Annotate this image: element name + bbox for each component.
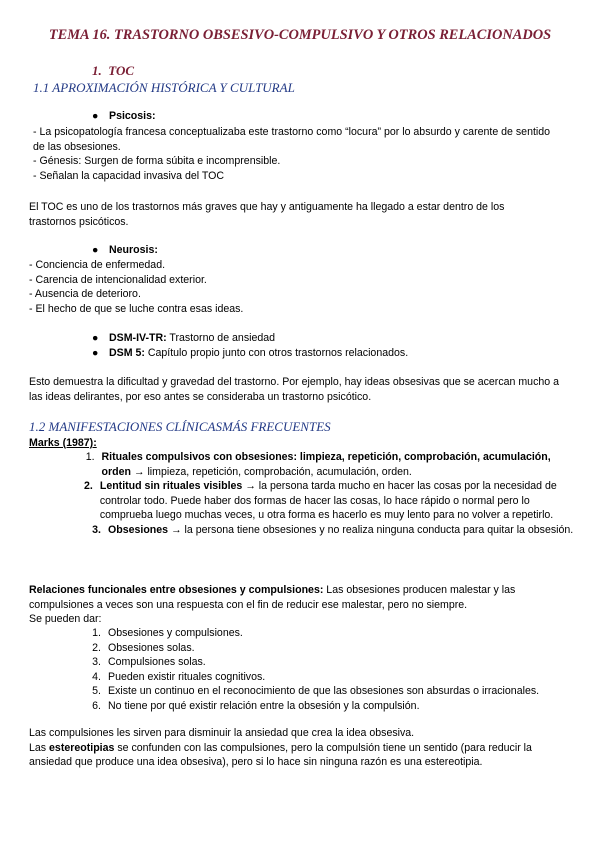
- item-number: 4.: [92, 670, 101, 683]
- item-number: 5.: [92, 685, 101, 698]
- list-item: [84, 523, 574, 538]
- list-item: [84, 641, 584, 656]
- item-bold: Rituales compulsivos con obsesiones: limpieza, repetición, comprobación, acumulación, orden: [101, 451, 551, 478]
- list-item: - Carencia de intencionalidad exterior.: [29, 273, 207, 286]
- neurosis-list: [29, 258, 549, 316]
- dsm-text: Capítulo propio junto con otros trastornos relacionados.: [144, 346, 409, 359]
- item-number: 2.: [84, 480, 93, 493]
- list-item: - El hecho de que se luche contra esas ideas.: [29, 302, 244, 315]
- relaciones-pueden: Se pueden dar:: [29, 613, 102, 626]
- dsm-text: Trastorno de ansiedad: [166, 332, 276, 344]
- dsm-label: DSM 5:: [109, 346, 145, 359]
- list-item: [84, 655, 584, 670]
- item-text: Compulsiones solas.: [108, 656, 206, 669]
- relaciones-text: Las obsesiones producen malestar y las compulsiones a veces son una respuesta con el fin de reducir ese malestar, pero no siempre.: [29, 584, 516, 611]
- subsection-heading-1-2: 1.2 MANIFESTACIONES CLÍNICASMÁS FRECUENTES: [29, 419, 331, 434]
- bullet-icon: ●: [92, 332, 99, 344]
- final-text-b: se confunden con las compulsiones, pero la compulsión tiene un sentido (para reducir la ansiedad que produce una idea obsesiva), pero si lo hace sin ninguna razón es una estereotipia.: [29, 741, 532, 769]
- item-number: 2.: [92, 641, 101, 654]
- item-text: Obsesiones y compulsiones.: [108, 627, 243, 639]
- bullet-icon: ●: [92, 346, 99, 359]
- item-number: 3.: [92, 656, 101, 669]
- psicosis-list: [33, 125, 553, 183]
- dsm-list: [92, 331, 572, 360]
- item-number: 3.: [92, 523, 101, 536]
- item-bold: Obsesiones: [108, 523, 169, 536]
- psicosis-label: Psicosis:: [109, 110, 156, 122]
- neurosis-label: Neurosis:: [109, 244, 158, 256]
- item-number: 6.: [92, 699, 101, 712]
- document-title: TEMA 16. TRASTORNO OBSESIVO-COMPULSIVO Y OTROS RELACIONADOS: [48, 27, 552, 43]
- list-item: [84, 479, 574, 523]
- bullet-icon: ●: [92, 244, 99, 256]
- subsection-heading-1-1: 1.1 APROXIMACIÓN HISTÓRICA Y CULTURAL: [33, 80, 295, 95]
- list-item: - Ausencia de deterioro.: [29, 288, 141, 301]
- list-item: [84, 626, 584, 641]
- paragraph-toc-grave: El TOC es uno de los trastornos más graves que hay y antiguamente ha llegado a estar dentro de los trastornos psicóticos.: [29, 201, 505, 228]
- dsm-label: DSM-IV-TR:: [109, 332, 167, 344]
- item-text: No tiene por qué existir relación entre la obsesión y la compulsión.: [108, 699, 420, 712]
- list-item: - Conciencia de enfermedad.: [29, 259, 166, 271]
- item-text: Existe un continuo en el reconocimiento de que las obsesiones son absurdas o irracionales.: [108, 685, 540, 698]
- final-paragraph: [29, 726, 574, 770]
- marks-heading: Marks (1987):: [29, 437, 97, 449]
- final-line-1: Las compulsiones les sirven para disminuir la ansiedad que crea la idea obsesiva.: [29, 727, 415, 739]
- item-text: → la persona tiene obsesiones y no realiza ninguna conducta para quitar la obsesión.: [168, 523, 574, 536]
- section-title: TOC: [108, 63, 135, 78]
- section-heading-toc: [92, 63, 134, 79]
- relaciones-label: Relaciones funcionales entre obsesiones y compulsiones:: [29, 584, 324, 596]
- item-number: 1.: [92, 627, 101, 639]
- opciones-list: [84, 626, 584, 714]
- item-bold: Lentitud sin rituales visibles: [99, 480, 243, 493]
- neurosis-bullet: [92, 243, 158, 258]
- final-text-a: Las: [29, 741, 50, 754]
- dsm-item: [92, 346, 572, 361]
- manifestaciones-list: [84, 450, 574, 538]
- bullet-icon: ●: [92, 110, 99, 122]
- item-number: 1.: [85, 451, 95, 463]
- item-text: → la persona tarda mucho en hacer las cosas por la necesidad de controlar todo. Puede haber dos formas de hacer las cosas, lo hace rápido o normal pero lo comprueba luego muchas veces, u otra forma es hacerlo es muy lento para no volver a repetirlo.: [99, 480, 557, 522]
- estereotipias-term: estereotipias: [49, 741, 115, 754]
- list-item: - Señalan la capacidad invasiva del TOC: [33, 169, 224, 182]
- list-item: [84, 699, 584, 714]
- psicosis-bullet: [92, 109, 156, 124]
- item-text: → limpieza, repetición, comprobación, acumulación, orden.: [130, 465, 412, 478]
- item-text: Pueden existir rituales cognitivos.: [108, 670, 266, 683]
- section-number: 1.: [92, 63, 102, 78]
- list-item: [84, 450, 574, 479]
- list-item: [84, 670, 584, 685]
- list-item: - La psicopatología francesa conceptualizaba este trastorno como “locura” por lo absurdo y carente de sentido de las obsesiones.: [33, 126, 551, 153]
- item-text: Obsesiones solas.: [108, 641, 195, 654]
- list-item: [84, 684, 584, 699]
- dsm-item: [92, 331, 572, 346]
- paragraph-dificultad: Esto demuestra la dificultad y gravedad del trastorno. Por ejemplo, hay ideas obsesivas que se acercan mucho a las ideas delirantes, por eso antes se consideraba un trastorno psicótico.: [29, 376, 559, 403]
- list-item: - Génesis: Surgen de forma súbita e incomprensible.: [33, 155, 281, 168]
- relaciones-paragraph: [29, 583, 574, 627]
